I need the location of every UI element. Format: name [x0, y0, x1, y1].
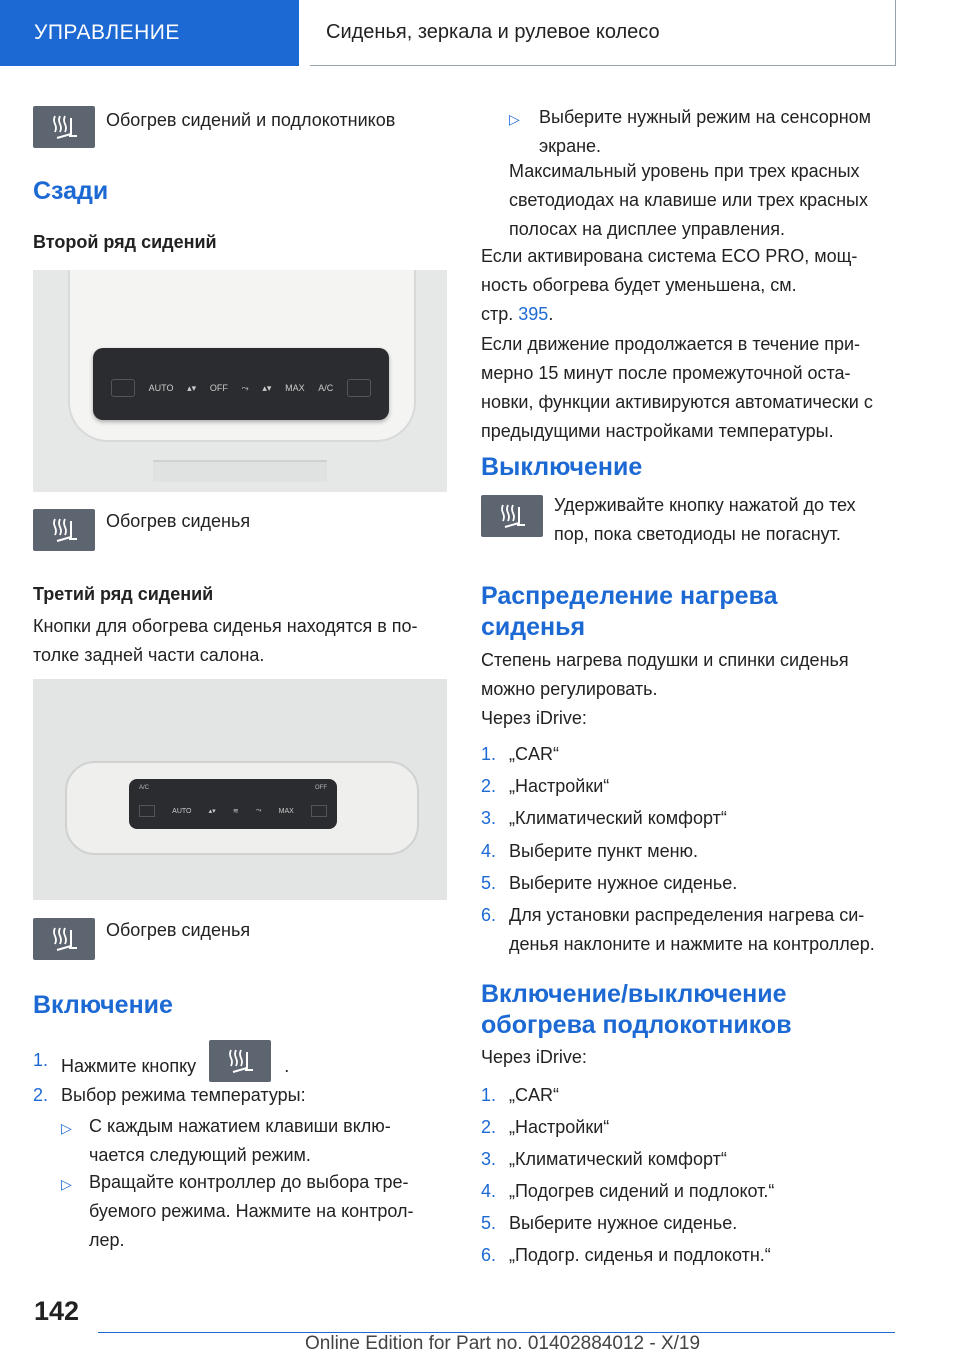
text-line: Если движение продолжается в течение при‐ — [481, 334, 861, 354]
text-line: Удерживайте кнопку нажатой до тех — [554, 495, 856, 515]
step-number: 2. — [33, 1085, 49, 1105]
step-number: 1. — [33, 1050, 49, 1070]
ceiling-climate-panel — [129, 779, 337, 829]
via-idrive-label: Через iDrive: — [481, 1047, 587, 1067]
heading-line: сиденья — [481, 613, 586, 641]
step-number: 1. — [481, 744, 497, 764]
ac-button[interactable]: A/C — [318, 383, 334, 393]
continue-text — [481, 330, 901, 446]
ac-label: A/C — [139, 785, 150, 791]
step-text: Выберите нужное сиденье. — [509, 1213, 738, 1233]
sub-bullet — [509, 103, 909, 161]
step-text: „CAR“ — [509, 744, 559, 764]
step-number: 2. — [481, 1117, 497, 1137]
text-part: стр. — [481, 304, 519, 324]
text-line: Кнопки для обогрева сиденья находятся в по‐ — [33, 616, 418, 636]
fan-icon[interactable]: ≋ — [232, 808, 239, 815]
caption-seat-heat: Обогрев сиденья — [106, 511, 251, 531]
chapter-title: Сиденья, зеркала и рулевое колесо — [310, 0, 896, 66]
step-number: 6. — [481, 905, 497, 925]
page-link[interactable]: 395 — [518, 304, 549, 324]
list-item — [481, 1113, 901, 1145]
list-item — [481, 837, 901, 869]
list-item — [481, 740, 901, 772]
step-number: 6. — [481, 1245, 497, 1265]
temp-arrows-icon[interactable]: ▴▾ — [208, 808, 216, 815]
text-line: чается следующий режим. — [89, 1145, 311, 1165]
triangle-bullet-icon: ▷ — [61, 1120, 72, 1136]
idrive-steps-list — [481, 740, 901, 959]
step-number: 4. — [481, 1181, 497, 1201]
step-number: 3. — [481, 808, 497, 828]
step-text: „Подогр. сиденья и подлокотн.“ — [509, 1245, 771, 1265]
max-button[interactable]: MAX — [285, 383, 305, 393]
step-number: 1. — [481, 1085, 497, 1105]
list-item — [481, 1241, 901, 1273]
page-number: 142 — [34, 1296, 80, 1326]
list-item — [481, 804, 901, 837]
text-line: С каждым нажатием клавиши вклю‐ — [89, 1116, 391, 1136]
step-text: „Климатический комфорт“ — [509, 808, 727, 828]
text-line: Выберите нужный режим на сенсорном — [539, 107, 872, 127]
page-header — [0, 0, 960, 66]
text-line: предыдущими настройками температуры. — [481, 421, 834, 441]
heading-armrest — [481, 979, 792, 1041]
step-text: Выберите пункт меню. — [509, 841, 699, 861]
seat-heat-right-button[interactable] — [311, 805, 327, 817]
third-row-panel-photo — [33, 679, 447, 900]
heading-line: Включение/выключение — [481, 980, 787, 1008]
list-item — [481, 1209, 901, 1241]
third-row-text — [33, 612, 418, 670]
step-text: „Климатический комфорт“ — [509, 1149, 727, 1169]
text-line: мерно 15 минут после промежуточной оста‐ — [481, 363, 851, 383]
step-text: „CAR“ — [509, 1085, 559, 1105]
text-line: Если активирована система ECO PRO, мощ‐ — [481, 246, 858, 266]
auto-button[interactable]: AUTO — [148, 383, 174, 393]
heading-line: обогрева подлокотников — [481, 1011, 792, 1039]
list-item — [481, 772, 901, 804]
seat-heat-left-button[interactable] — [139, 805, 155, 817]
seat-heat-right-button[interactable] — [347, 379, 371, 397]
temp-right-arrows-icon[interactable]: ▴▾ — [262, 382, 272, 393]
heading-off: Выключение — [481, 453, 643, 481]
step-text: „Настройки“ — [509, 776, 610, 796]
storage-slot — [153, 460, 327, 482]
distribution-text — [481, 646, 901, 704]
text-line: Вращайте контроллер до выбора тре‐ — [89, 1172, 409, 1192]
text-line — [481, 300, 901, 329]
list-item — [33, 1081, 453, 1110]
max-level-text — [509, 157, 909, 244]
climate-control-panel — [93, 348, 389, 420]
text-line: полосах на дисплее управления. — [509, 219, 786, 239]
text-line: лер. — [89, 1230, 125, 1250]
text-line: можно регулировать. — [481, 679, 658, 699]
second-row-panel-photo — [33, 270, 447, 492]
text-part: . — [548, 304, 554, 324]
caption-seat-heat: Обогрев сиденья — [106, 920, 251, 940]
eco-pro-text — [481, 242, 901, 329]
temp-left-arrows-icon[interactable]: ▴▾ — [187, 382, 197, 393]
seat-heat-icon — [33, 918, 95, 960]
step-number: 2. — [481, 776, 497, 796]
text-line: Максимальный уровень при трех красных — [509, 161, 860, 181]
step-text: . — [284, 1055, 290, 1076]
off-label: OFF — [315, 785, 327, 791]
text-line: ность обогрева будет уменьшена, см. — [481, 275, 797, 295]
step-number: 5. — [481, 873, 497, 893]
seat-heat-icon — [481, 495, 543, 537]
step-number: 3. — [481, 1149, 497, 1169]
step-number: 4. — [481, 841, 497, 861]
triangle-bullet-icon: ▷ — [61, 1176, 72, 1192]
step-text: „Подогрев сидений и подлокот.“ — [509, 1181, 775, 1201]
sub-bullet — [61, 1168, 451, 1255]
list-item — [481, 1145, 901, 1177]
heading-rear: Сзади — [33, 177, 109, 205]
text-line: денья наклоните и нажмите на контроллер. — [509, 934, 875, 954]
seat-heat-left-button[interactable] — [111, 379, 135, 397]
seat-heat-icon — [33, 509, 95, 551]
seat-heat-icon — [209, 1040, 271, 1082]
heading-third-row: Третий ряд сидений — [33, 584, 214, 604]
seat-heat-icon — [33, 106, 95, 148]
text-line: Для установки распределения нагрева си‐ — [509, 905, 865, 925]
heading-second-row: Второй ряд сидений — [33, 232, 217, 252]
text-line: толке задней части салона. — [33, 645, 265, 665]
step-text: Нажмите кнопку — [61, 1055, 197, 1076]
step-text: Выберите нужное сиденье. — [509, 873, 738, 893]
text-line: экране. — [539, 136, 602, 156]
text-line: светодиодах на клавише или трех красных — [509, 190, 868, 210]
text-line: буемого режима. Нажмите на контрол‐ — [89, 1201, 414, 1221]
triangle-bullet-icon: ▷ — [509, 111, 520, 127]
text-line: Степень нагрева подушки и спинки сиденья — [481, 650, 849, 670]
via-idrive-label: Через iDrive: — [481, 708, 587, 728]
step-number: 5. — [481, 1213, 497, 1233]
airflow-icon[interactable]: ⤳ — [241, 382, 249, 393]
airflow-icon[interactable]: ⤳ — [255, 807, 262, 814]
max-button[interactable]: MAX — [278, 807, 294, 815]
text-line: новки, функции активируются автоматически с — [481, 392, 873, 412]
list-item — [481, 869, 901, 901]
section-tab[interactable]: УПРАВЛЕНИЕ — [0, 0, 299, 66]
sub-bullet — [61, 1112, 451, 1170]
step-text: Выбор режима температуры: — [61, 1085, 306, 1105]
caption-heated-armrest: Обогрев сидений и подлокотников — [106, 110, 396, 130]
off-text — [554, 491, 904, 549]
list-item — [481, 901, 901, 959]
list-item — [481, 1081, 901, 1113]
idrive-steps-list — [481, 1081, 901, 1273]
heading-on: Включение — [33, 991, 173, 1019]
list-item — [481, 1177, 901, 1209]
auto-button[interactable]: AUTO — [172, 807, 192, 815]
step-text: „Настройки“ — [509, 1117, 610, 1137]
heading-distribution — [481, 581, 778, 643]
text-line: пор, пока светодиоды не погаснут. — [554, 524, 841, 544]
off-button[interactable]: OFF — [209, 383, 228, 393]
edition-label: Online Edition for Part no. 01402884012 - X/19 — [305, 1333, 701, 1354]
heading-line: Распределение нагрева — [481, 582, 778, 610]
